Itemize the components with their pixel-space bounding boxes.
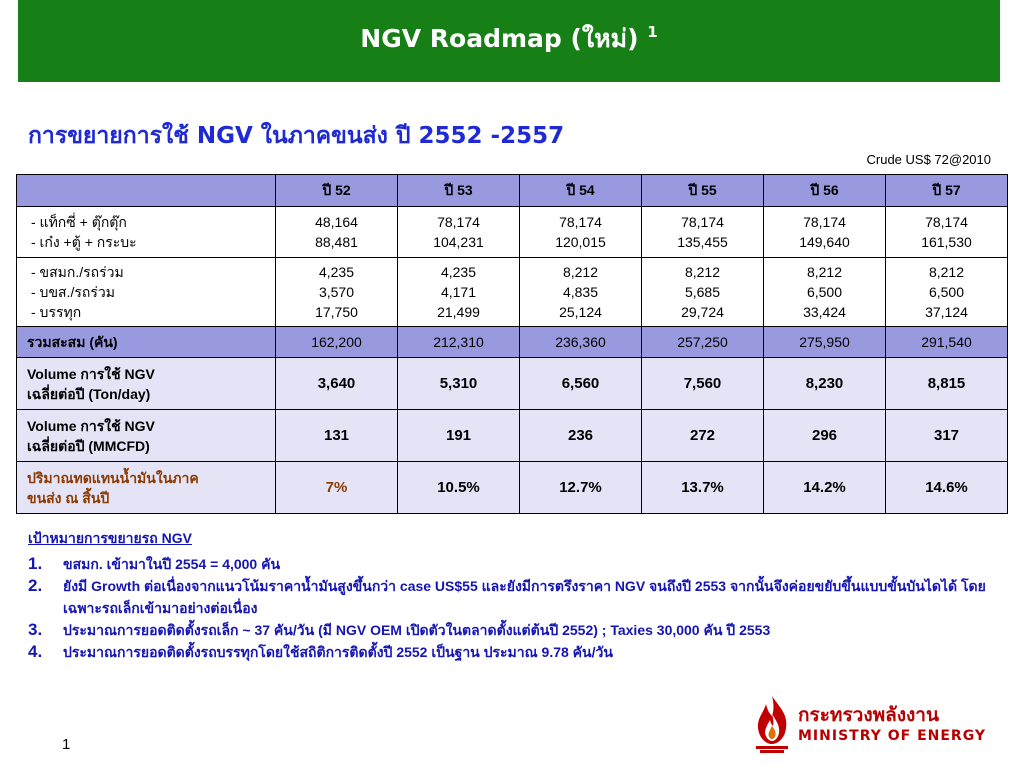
row-label <box>17 207 276 258</box>
row-label-line: - บขส./รถร่วม <box>31 284 115 300</box>
table-cell: 12.7% <box>520 462 642 514</box>
table-row-volume-ton <box>17 358 1008 410</box>
note-item <box>28 619 1003 641</box>
table-row-volume-mmcfd <box>17 410 1008 462</box>
table-cell: 78,174 161,530 <box>886 207 1008 258</box>
note-item <box>28 575 1003 619</box>
table-cell: 14.6% <box>886 462 1008 514</box>
table-cell: 6,560 <box>520 358 642 410</box>
ngv-roadmap-table <box>16 174 1008 514</box>
note-text: ขสมก. เข้ามาในปี 2554 = 4,000 คัน <box>63 556 281 572</box>
slide-title-footnote: 1 <box>647 23 658 41</box>
note-text: ประมาณการยอดติดตั้งรถเล็ก ~ 37 คัน/วัน (มี NGV OEM เปิดตัวในตลาดตั้งแต่ต้นปี 2552) ; Taxies 30,000 คัน ปี 2553 <box>63 622 771 638</box>
note-number: 3. <box>28 620 43 639</box>
note-item <box>28 641 1003 663</box>
table-cell: 14.2% <box>764 462 886 514</box>
table-cell: 4,235 4,171 21,499 <box>398 258 520 327</box>
note-text: ประมาณการยอดติดตั้งรถบรรทุกโดยใช้สถิติการติดตั้งปี 2552 เป็นฐาน ประมาณ 9.78 คัน/วัน <box>63 644 613 660</box>
table-cell: 78,174 120,015 <box>520 207 642 258</box>
slide-title-text: NGV Roadmap (ใหม่) <box>360 24 639 53</box>
logo-text <box>798 703 986 745</box>
table-cell: 5,310 <box>398 358 520 410</box>
row-label: ปริมาณทดแทนน้ำมันในภาค ขนส่ง ณ สิ้นปี <box>17 462 276 514</box>
row-label-line: - บรรทุก <box>31 304 82 320</box>
crude-price-note: Crude US$ 72@2010 <box>866 152 991 167</box>
table-cell: 291,540 <box>886 327 1008 358</box>
table-cell: 236 <box>520 410 642 462</box>
table-row-taxi-car <box>17 207 1008 258</box>
row-label-line: - ขสมก./รถร่วม <box>31 264 124 280</box>
table-cell: 10.5% <box>398 462 520 514</box>
table-cell: 8,212 5,685 29,724 <box>642 258 764 327</box>
table-cell: 8,212 6,500 37,124 <box>886 258 1008 327</box>
notes-title: เป้าหมายการขยายรถ NGV <box>28 530 192 546</box>
year-header: ปี 52 <box>276 175 398 207</box>
table-cell: 78,174 104,231 <box>398 207 520 258</box>
table-cell: 317 <box>886 410 1008 462</box>
ngv-targets-notes <box>28 528 1003 663</box>
table-cell: 162,200 <box>276 327 398 358</box>
header-blank-cell <box>17 175 276 207</box>
page-number: 1 <box>62 736 71 753</box>
year-header: ปี 54 <box>520 175 642 207</box>
table-cell: 7,560 <box>642 358 764 410</box>
note-text: ยังมี Growth ต่อเนื่องจากแนวโน้มราคาน้ำมันสูงขึ้นกว่า case US$55 และยังมีการตรึงราคา NGV จนถึงปี 2553 จากนั้นจึงค่อยขยับขึ้นแบบขั้นบันไดได้ โดยเฉพาะรถเล็กเข้ามาอย่างต่อเนื่อง <box>63 578 986 616</box>
table-cell: 3,640 <box>276 358 398 410</box>
ministry-logo <box>750 694 1000 754</box>
table-cell: 7% <box>276 462 398 514</box>
table-row-bus-truck <box>17 258 1008 327</box>
table-cell: 8,230 <box>764 358 886 410</box>
table-cell: 13.7% <box>642 462 764 514</box>
table-cell: 8,212 4,835 25,124 <box>520 258 642 327</box>
slide-header <box>18 0 1000 82</box>
table-cell: 78,174 149,640 <box>764 207 886 258</box>
row-label: Volume การใช้ NGV เฉลี่ยต่อปี (MMCFD) <box>17 410 276 462</box>
year-header: ปี 55 <box>642 175 764 207</box>
note-number: 2. <box>28 576 43 595</box>
table-cell: 257,250 <box>642 327 764 358</box>
row-label: Volume การใช้ NGV เฉลี่ยต่อปี (Ton/day) <box>17 358 276 410</box>
row-label-line: - แท็กซี่ + ตุ๊กตุ๊ก <box>31 214 127 230</box>
table-cell: 296 <box>764 410 886 462</box>
year-header: ปี 56 <box>764 175 886 207</box>
table-cell: 4,235 3,570 17,750 <box>276 258 398 327</box>
table-cell: 272 <box>642 410 764 462</box>
table-cell: 275,950 <box>764 327 886 358</box>
slide-title <box>360 19 657 59</box>
note-number: 1. <box>28 554 43 573</box>
row-label <box>17 258 276 327</box>
note-number: 4. <box>28 642 43 661</box>
table-cell: 48,164 88,481 <box>276 207 398 258</box>
table-cell: 212,310 <box>398 327 520 358</box>
table-cell: 236,360 <box>520 327 642 358</box>
year-header: ปี 57 <box>886 175 1008 207</box>
flame-logo-icon <box>750 694 794 754</box>
table-header-row <box>17 175 1008 207</box>
row-label-line: - เก๋ง +ตู้ + กระบะ <box>31 234 137 250</box>
note-item <box>28 553 1003 575</box>
table-row-total <box>17 327 1008 358</box>
table-cell: 8,212 6,500 33,424 <box>764 258 886 327</box>
logo-english-text: MINISTRY OF ENERGY <box>798 728 987 744</box>
table-cell: 78,174 135,455 <box>642 207 764 258</box>
table-cell: 8,815 <box>886 358 1008 410</box>
section-subtitle: การขยายการใช้ NGV ในภาคขนส่ง ปี 2552 -2557 <box>28 123 565 149</box>
logo-thai-text: กระทรวงพลังงาน <box>798 704 939 726</box>
year-header: ปี 53 <box>398 175 520 207</box>
row-label: รวมสะสม (คัน) <box>17 327 276 358</box>
table-cell: 191 <box>398 410 520 462</box>
table-row-substitution <box>17 462 1008 514</box>
table-cell: 131 <box>276 410 398 462</box>
